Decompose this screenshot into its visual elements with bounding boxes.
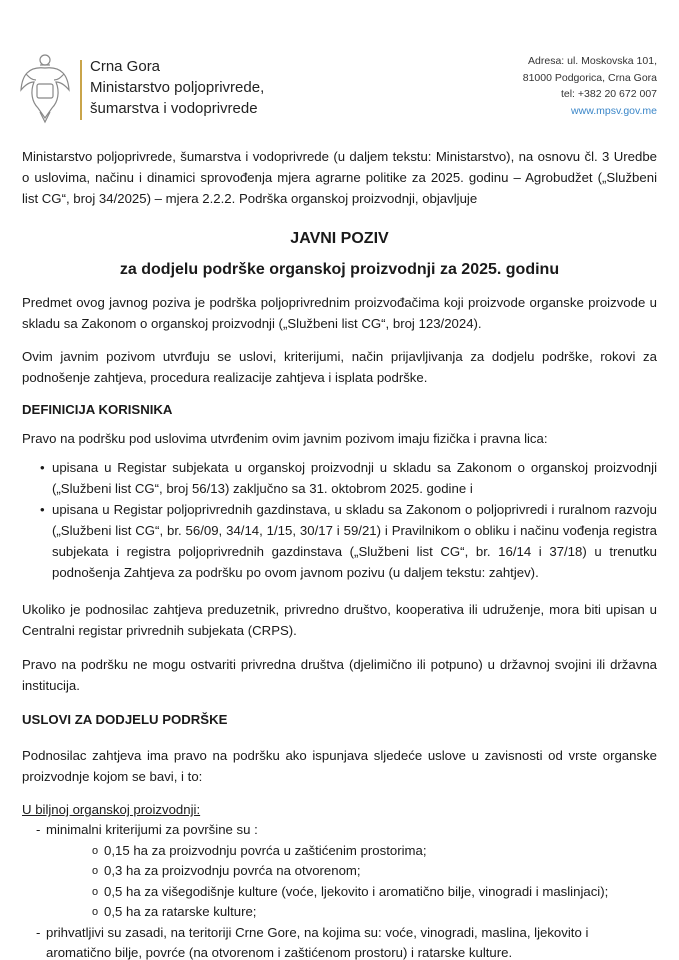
list-item: o 0,5 ha za ratarske kulture; — [92, 902, 657, 923]
eligibility-list — [22, 457, 657, 583]
address-line: Adresa: ul. Moskovska 101, — [528, 55, 657, 67]
list-item: • upisana u Registar poljoprivrednih gazdinstava, u skladu sa Zakonom o poljoprivredi i ruralnom razvoju („Službeni list CG“, br. 56/09, 34/14, 1/15, 30/17 i 59/21) i Pravilnikom o obliku i načinu vođenja registra subjekata i registra poljoprivrednih gazdinstava („Službeni list CG“, br. 16/14 i 37/18) u trenutku podnošenja Zahtjeva za podršku po ovom javnom pozivu (u daljem tekstu: zahtjev). — [40, 499, 657, 583]
paragraph: Podnosilac zahtjeva ima pravo na podršku ako ispunjava sljedeće uslove u zavisnosti od vrste organske proizvodnje kojom se bavi, i to: — [22, 748, 657, 784]
section-heading: DEFINICIJA KORISNIKA — [22, 402, 173, 417]
paragraph: Pravo na podršku ne mogu ostvariti privredna društva (djelimično ili potpuno) u državnoj svojini ili državna institucija. — [22, 657, 657, 693]
website-link[interactable]: www.mpsv.gov.me — [571, 104, 657, 117]
paragraph: Ovim javnim pozivom utvrđuju se uslovi, kriterijumi, način prijavljivanja za dodjelu podrške, rokovi za podnošenje zahtjeva, procedura realizacije zahtjeva i isplata podrške. — [22, 349, 657, 385]
list-item: o 0,15 ha za proizvodnju povrća u zaštićenim prostorima; — [92, 841, 657, 862]
list-item: o 0,5 ha za višegodišnje kulture (voće, ljekovito i aromatično bilje, vinogradi i maslinjaci); — [92, 882, 657, 903]
document-title: JAVNI POZIV — [290, 230, 389, 247]
address-line: 81000 Podgorica, Crna Gora — [522, 71, 657, 84]
document-body — [22, 146, 657, 960]
contact-block — [523, 53, 657, 119]
paragraph: Pravo na podršku pod uslovima utvrđenim ovim javnim pozivom imaju fizička i pravna lica: — [22, 431, 548, 446]
org-line: šumarstva i vodoprivrede — [90, 100, 258, 117]
document-subtitle: za dodjelu podrške organskoj proizvodnji za 2025. godinu — [119, 261, 560, 278]
header-divider — [80, 60, 82, 120]
intro-paragraph: Ministarstvo poljoprivrede, šumarstva i vodoprivrede (u daljem tekstu: Ministarstvo), na osnovu čl. 3 Uredbe o uslovima, načinu i dinamici sprovođenja mjera agrarne politike za 2025. godinu – Agrobudžet („Službeni list CG“, broj 34/2025) – mjera 2.2.2. Podrška organskoj proizvodnji, objavljuje — [22, 149, 657, 206]
ministry-name — [90, 56, 264, 119]
list-item: - prihvatljivi su zasadi, na teritoriji Crne Gore, na kojima su: voće, vinogradi, maslina, ljekovito i aromatično bilje, povrće (na otvorenom i zaštićenom prostoru) i ratarske kulture. — [32, 923, 657, 960]
list-item: - minimalni kriterijumi za površine su : — [32, 820, 657, 841]
org-line: Ministarstvo poljoprivrede, — [90, 79, 265, 96]
subsection-heading: U biljnoj organskoj proizvodnji: — [22, 802, 201, 817]
org-line: Crna Gora — [90, 58, 161, 75]
phone-line: tel: +382 20 672 007 — [560, 88, 657, 100]
list-item: • upisana u Registar subjekata u organskoj proizvodnji u skladu sa Zakonom o organskoj proizvodnji („Službeni list CG“, broj 56/13) zaključno sa 31. oktobrom 2025. godine i — [40, 457, 657, 499]
section-heading: USLOVI ZA DODJELU PODRŠKE — [22, 712, 228, 727]
list-item: o 0,3 ha za proizvodnju povrća na otvorenom; — [92, 861, 657, 882]
coat-of-arms-logo — [18, 52, 72, 124]
paragraph: Predmet ovog javnog poziva je podrška poljoprivrednim proizvođačima koji proizvode organske proizvode u skladu sa Zakonom o organskoj proizvodnji („Službeni list CG“, broj 123/2024). — [22, 295, 657, 331]
paragraph: Ukoliko je podnosilac zahtjeva preduzetnik, privredno društvo, kooperativa ili udruženje, mora biti upisan u Centralni registar privrednih subjekata (CRPS). — [22, 602, 657, 638]
